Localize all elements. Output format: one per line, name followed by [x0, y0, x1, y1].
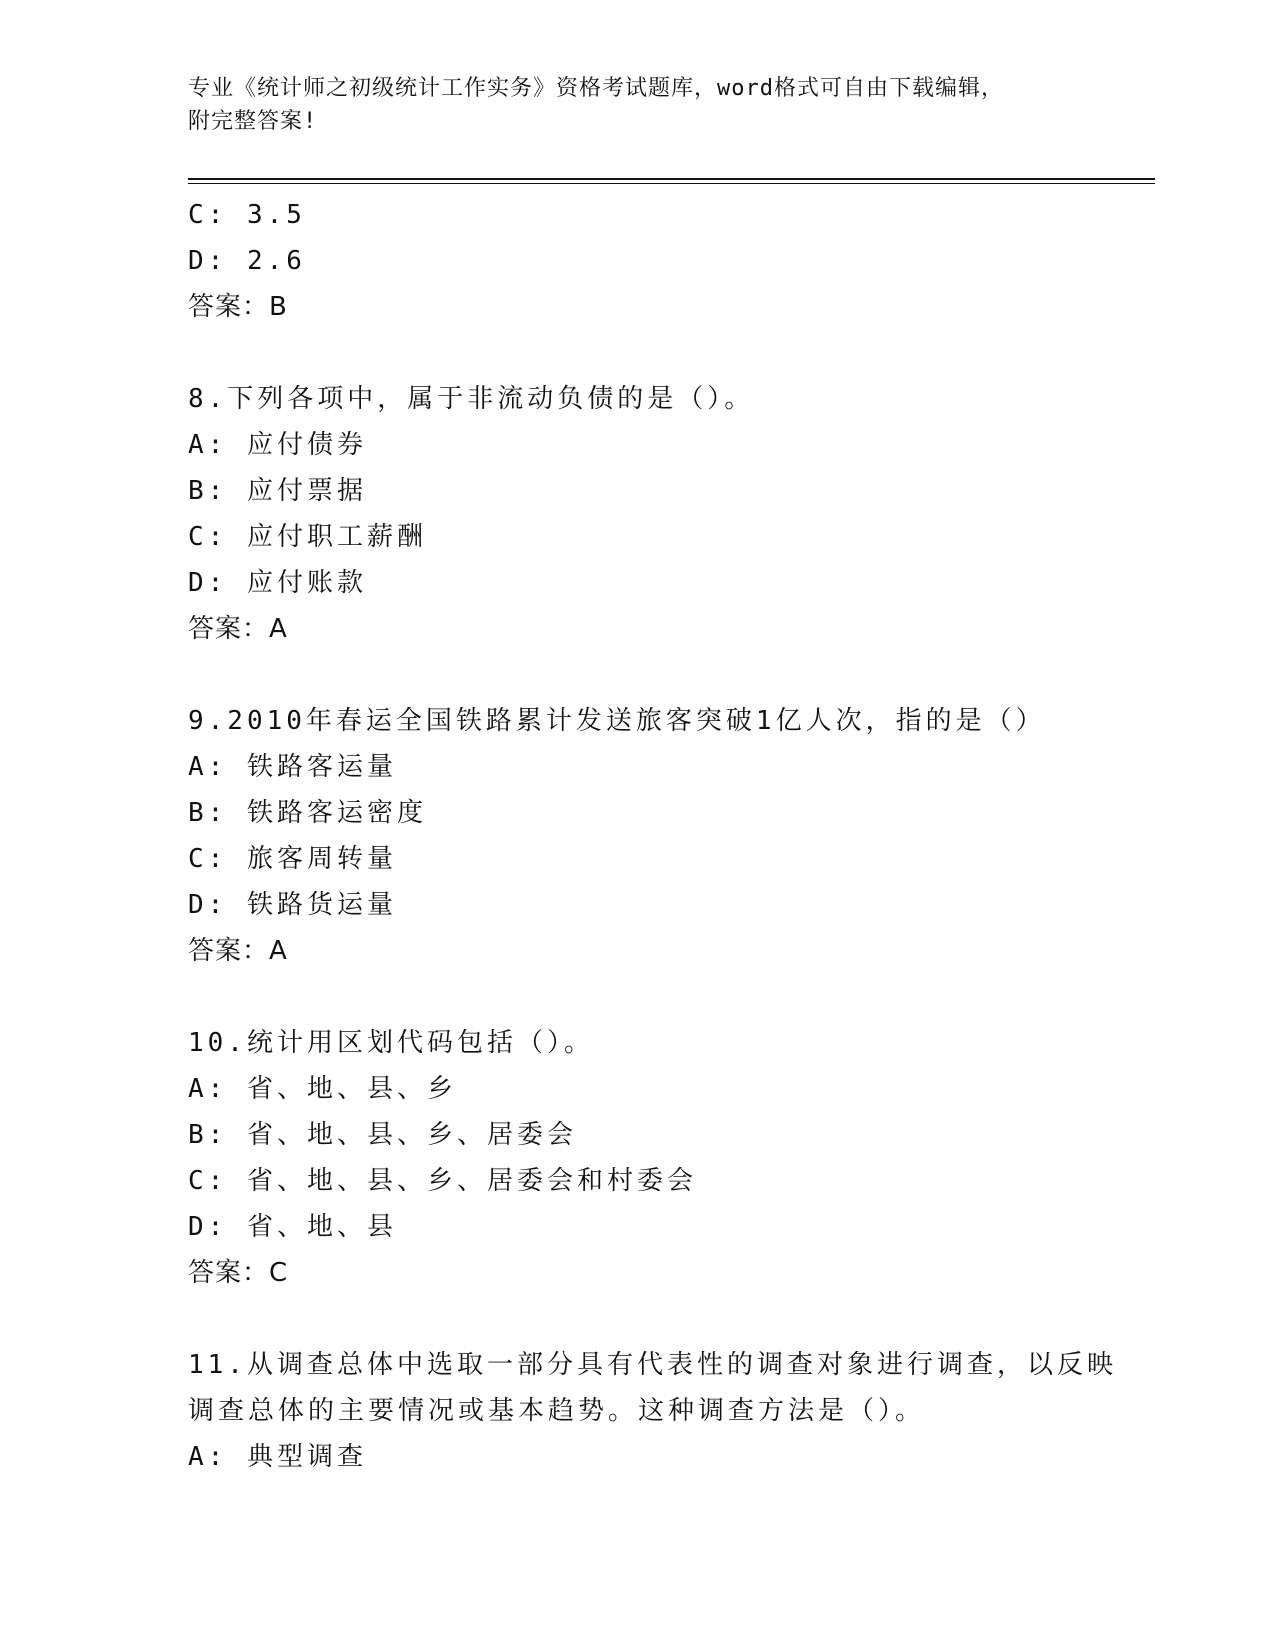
- question-8: [188, 376, 1088, 652]
- option-c: C: 旅客周转量: [188, 844, 397, 874]
- question-stem: 10.统计用区划代码包括（）。: [188, 1028, 594, 1058]
- question-9: [188, 698, 1088, 974]
- option-a: A: 铁路客运量: [188, 752, 397, 782]
- question-stem-line-2: 调查总体的主要情况或基本趋势。这种调查方法是（）。: [188, 1396, 926, 1426]
- answer: 答案：C: [188, 1258, 289, 1288]
- header-line-2: 附完整答案!: [188, 109, 318, 134]
- answer: 答案：A: [188, 936, 288, 966]
- document-body: [188, 192, 1117, 1480]
- question-10: [188, 1020, 1088, 1296]
- option-d: D: 省、地、县: [188, 1212, 397, 1242]
- question-stem-line-1: 11.从调查总体中选取一部分具有代表性的调查对象进行调查，以反映: [188, 1350, 1117, 1380]
- option-a: A: 省、地、县、乡: [188, 1074, 457, 1104]
- option-c: C: 应付职工薪酬: [188, 522, 427, 552]
- option-a: A: 典型调查: [188, 1442, 367, 1472]
- option-b: B: 铁路客运密度: [188, 798, 427, 828]
- question-stem: 8.下列各项中，属于非流动负债的是（）。: [188, 384, 755, 414]
- option-d: D: 应付账款: [188, 568, 367, 598]
- question-11: [188, 1342, 1117, 1480]
- option-a: A: 应付债券: [188, 430, 367, 460]
- answer: 答案：B: [188, 292, 288, 322]
- question-stem: 9.2010年春运全国铁路累计发送旅客突破1亿人次，指的是（）: [188, 706, 1046, 736]
- answer: 答案：A: [188, 614, 288, 644]
- header-line-1: 专业《统计师之初级统计工作实务》资格考试题库，word格式可自由下载编辑，: [188, 76, 1004, 101]
- spacer: [188, 1296, 1088, 1342]
- question-prev: [188, 192, 1088, 330]
- option-c: C: 省、地、县、乡、居委会和村委会: [188, 1166, 697, 1196]
- header-rule-thin: [188, 183, 1155, 184]
- spacer: [188, 330, 1088, 376]
- spacer: [188, 652, 1088, 698]
- option-d: D: 2.6: [188, 246, 306, 276]
- option-b: B: 应付票据: [188, 476, 367, 506]
- header-rule-thick: [188, 178, 1155, 180]
- option-d: D: 铁路货运量: [188, 890, 397, 920]
- page-header: [188, 72, 1088, 138]
- option-c: C: 3.5: [188, 200, 306, 230]
- spacer: [188, 974, 1088, 1020]
- option-b: B: 省、地、县、乡、居委会: [188, 1120, 577, 1150]
